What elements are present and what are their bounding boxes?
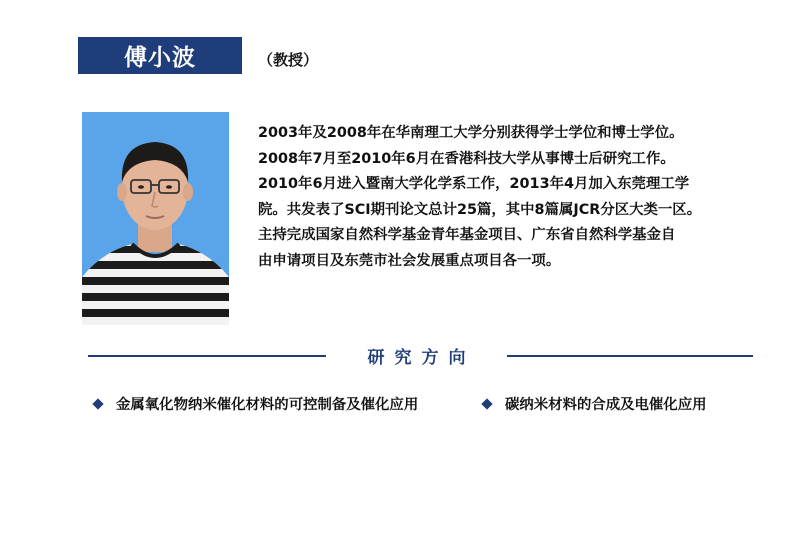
- person-name: 傅小波: [124, 45, 196, 71]
- section-divider-right: [507, 355, 753, 357]
- bio-line: 院。共发表了SCI期刊论文总计25篇，其中8篇属JCR分区大类一区。: [258, 201, 702, 218]
- name-banner: [78, 37, 242, 74]
- bio-line: 2003年及2008年在华南理工大学分别获得学士学位和博士学位。: [258, 125, 684, 141]
- research-item-label: 金属氧化物纳米催化材料的可控制备及催化应用: [116, 397, 419, 413]
- portrait-photo: [82, 112, 229, 325]
- diamond-icon: [92, 398, 103, 409]
- bio-line: 2010年6月进入暨南大学化学系工作，2013年4月加入东莞理工学: [258, 176, 690, 192]
- research-item: [483, 393, 706, 414]
- academic-title: （教授）: [258, 51, 319, 69]
- research-item: [94, 393, 418, 414]
- bio-line: 主持完成国家自然科学基金青年基金项目、广东省自然科学基金自: [258, 227, 676, 243]
- bio-line: 2008年7月至2010年6月在香港科技大学从事博士后研究工作。: [258, 150, 675, 167]
- section-divider-left: [88, 355, 326, 357]
- diamond-icon: [481, 398, 492, 409]
- research-item-label: 碳纳米材料的合成及电催化应用: [505, 397, 707, 413]
- portrait-illustration: [82, 112, 229, 325]
- biography: [258, 121, 748, 274]
- bio-line: 由申请项目及东莞市社会发展重点项目各一项。: [258, 252, 561, 269]
- research-heading: 研究方向: [367, 348, 476, 368]
